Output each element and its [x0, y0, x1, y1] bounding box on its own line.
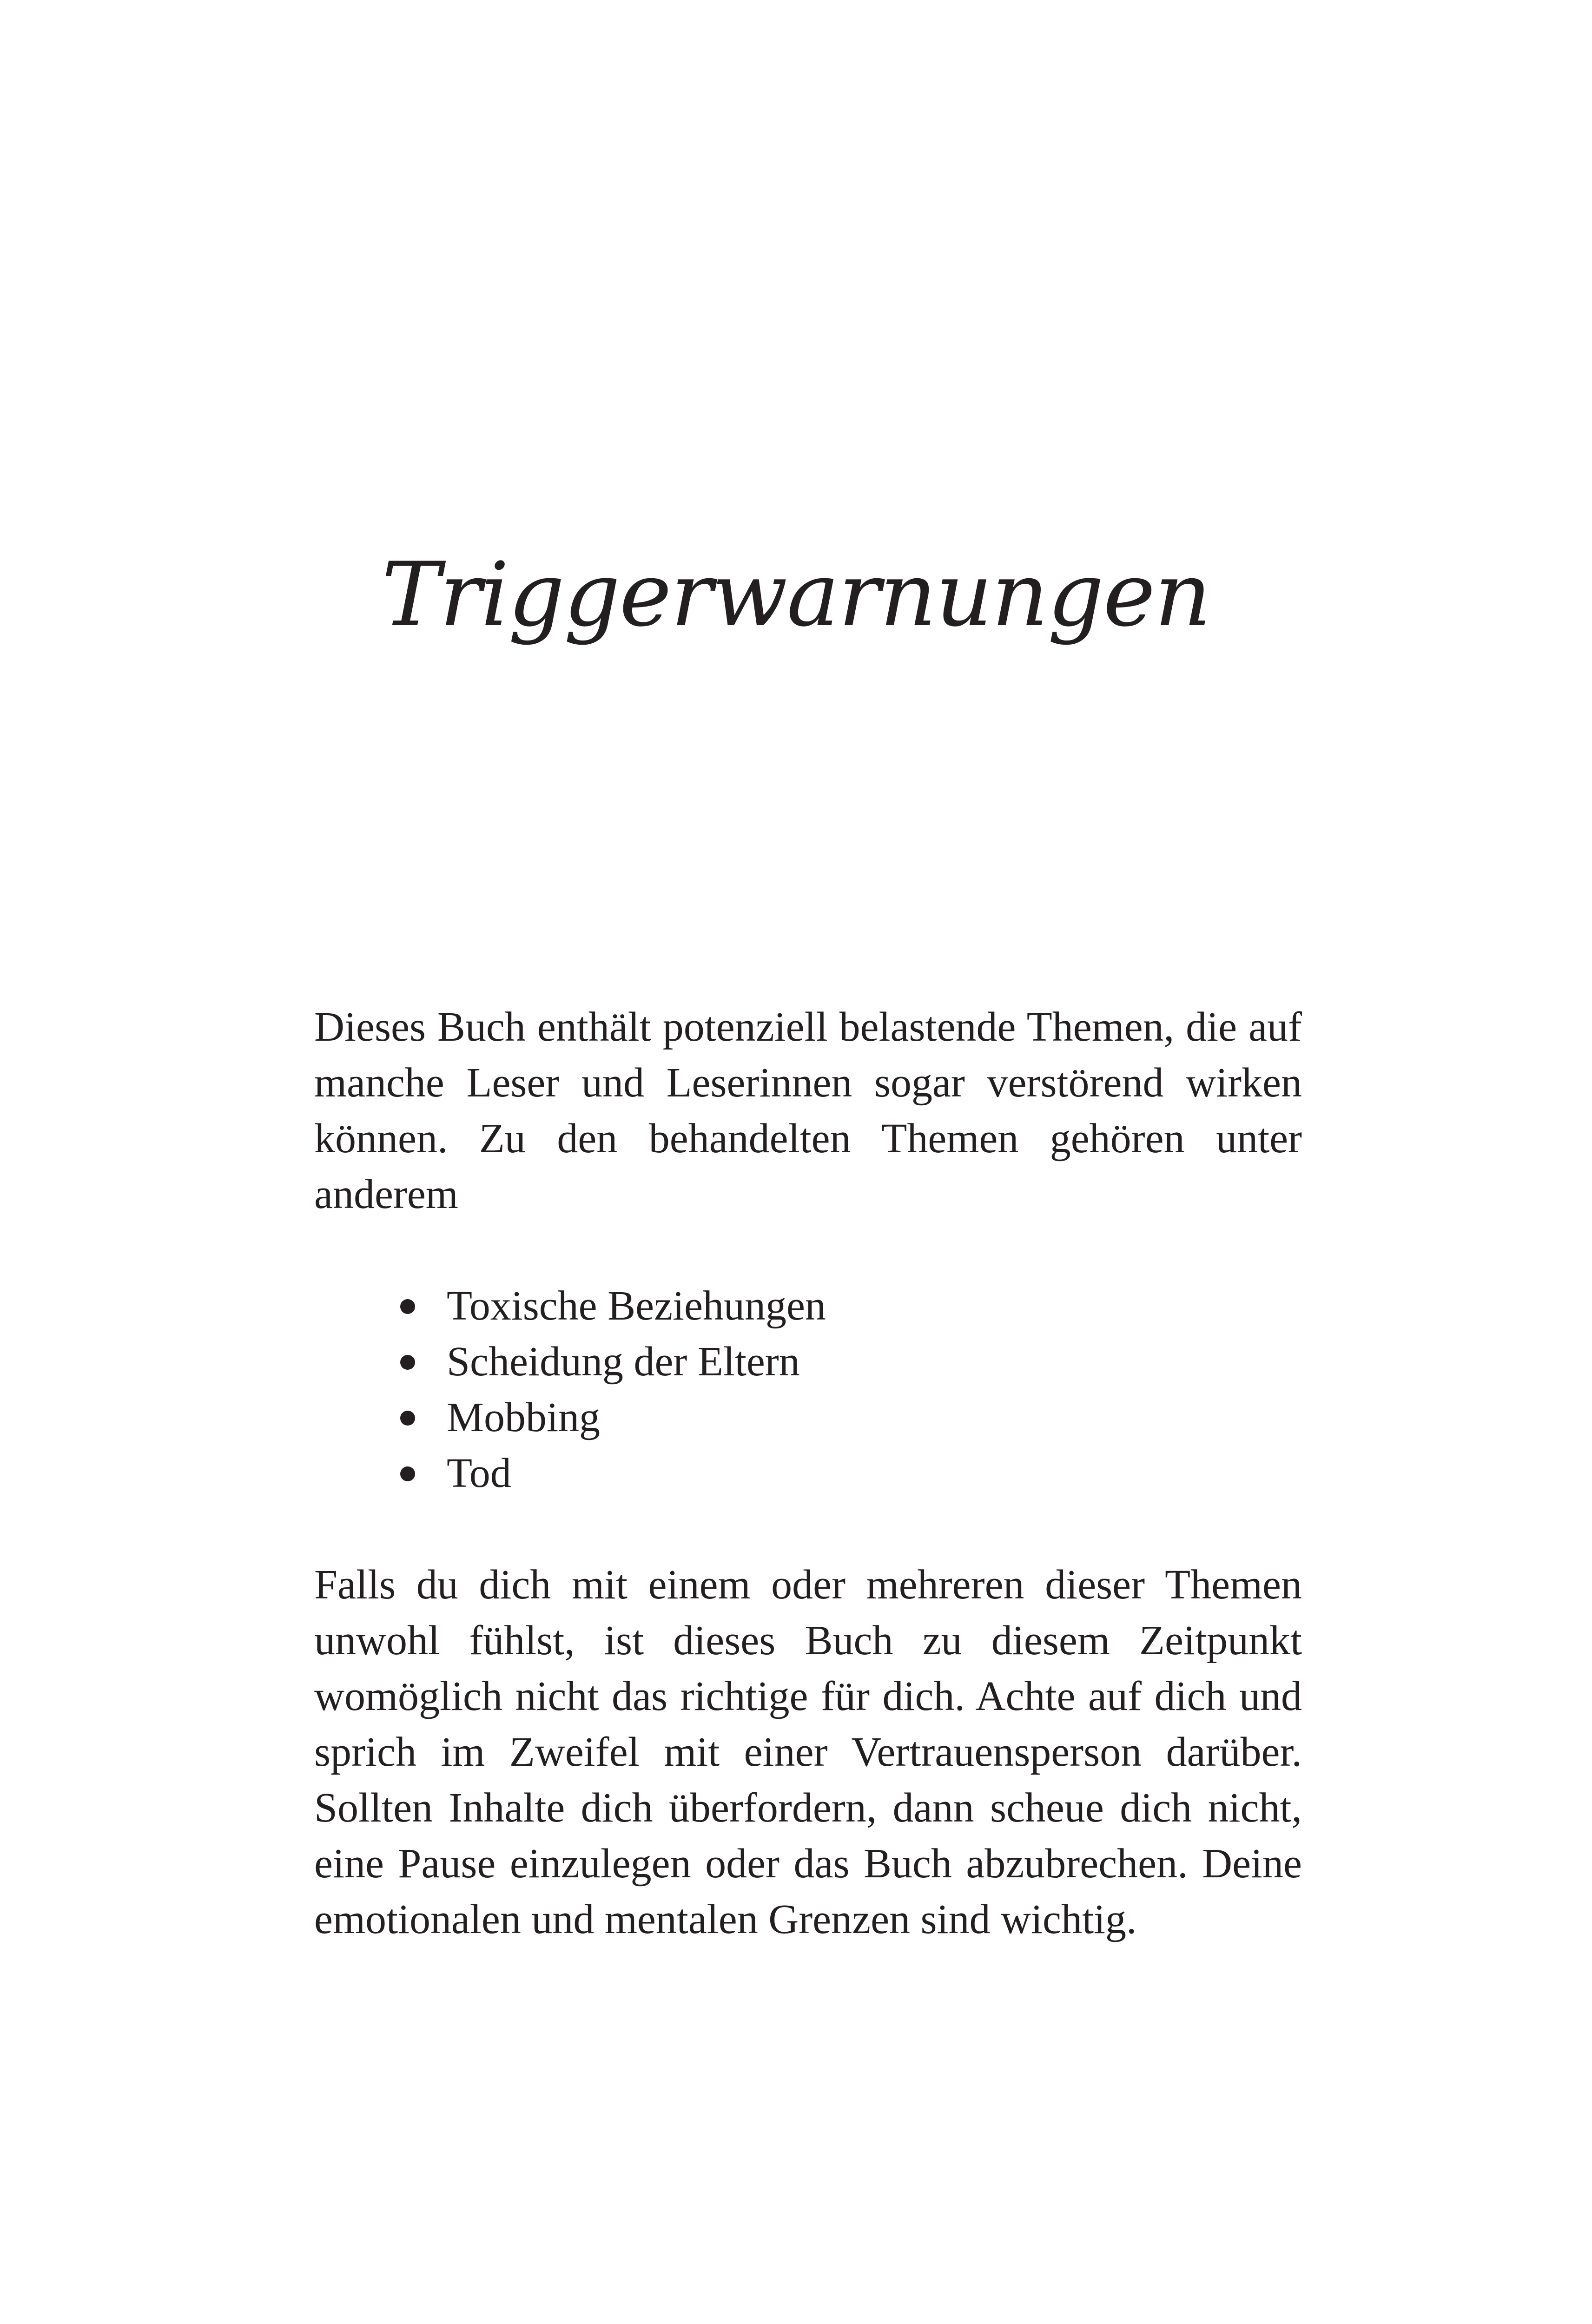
- topic-label: Toxische Beziehungen: [447, 1283, 826, 1329]
- bullet-icon: [400, 1411, 415, 1426]
- bullet-icon: [400, 1466, 415, 1481]
- warning-content: [314, 999, 1302, 1948]
- intro-paragraph: Dieses Buch enthält potenziell belastende Themen, die auf manche Leser und Leserinnen sogar verstörend wirken können. Zu den behandelten Themen gehören unter anderem: [314, 1004, 1302, 1217]
- list-item: [314, 1446, 1302, 1501]
- topic-label: Tod: [447, 1450, 511, 1496]
- topics-list: [314, 1278, 1302, 1501]
- advice-paragraph: Falls du dich mit einem oder mehreren dieser Themen unwohl fühlst, ist dieses Buch zu diesem Zeitpunkt womöglich nicht das richtige für dich. Achte auf dich und sprich im Zweifel mit einer Vertrauensperson darüber. Sollten Inhalte dich überfordern, dann scheue dich nicht, eine Pause einzulegen oder das Buch abzubrechen. Deine emotionalen und mentalen Grenzen sind wichtig.: [314, 1562, 1302, 1942]
- list-item: [314, 1390, 1302, 1446]
- topic-label: Scheidung der Eltern: [447, 1339, 800, 1385]
- list-item: [314, 1278, 1302, 1334]
- page-title: Triggerwarnungen: [381, 543, 1211, 646]
- topic-label: Mobbing: [447, 1394, 601, 1440]
- list-item: [314, 1334, 1302, 1390]
- bullet-icon: [400, 1299, 415, 1314]
- bullet-icon: [400, 1355, 415, 1370]
